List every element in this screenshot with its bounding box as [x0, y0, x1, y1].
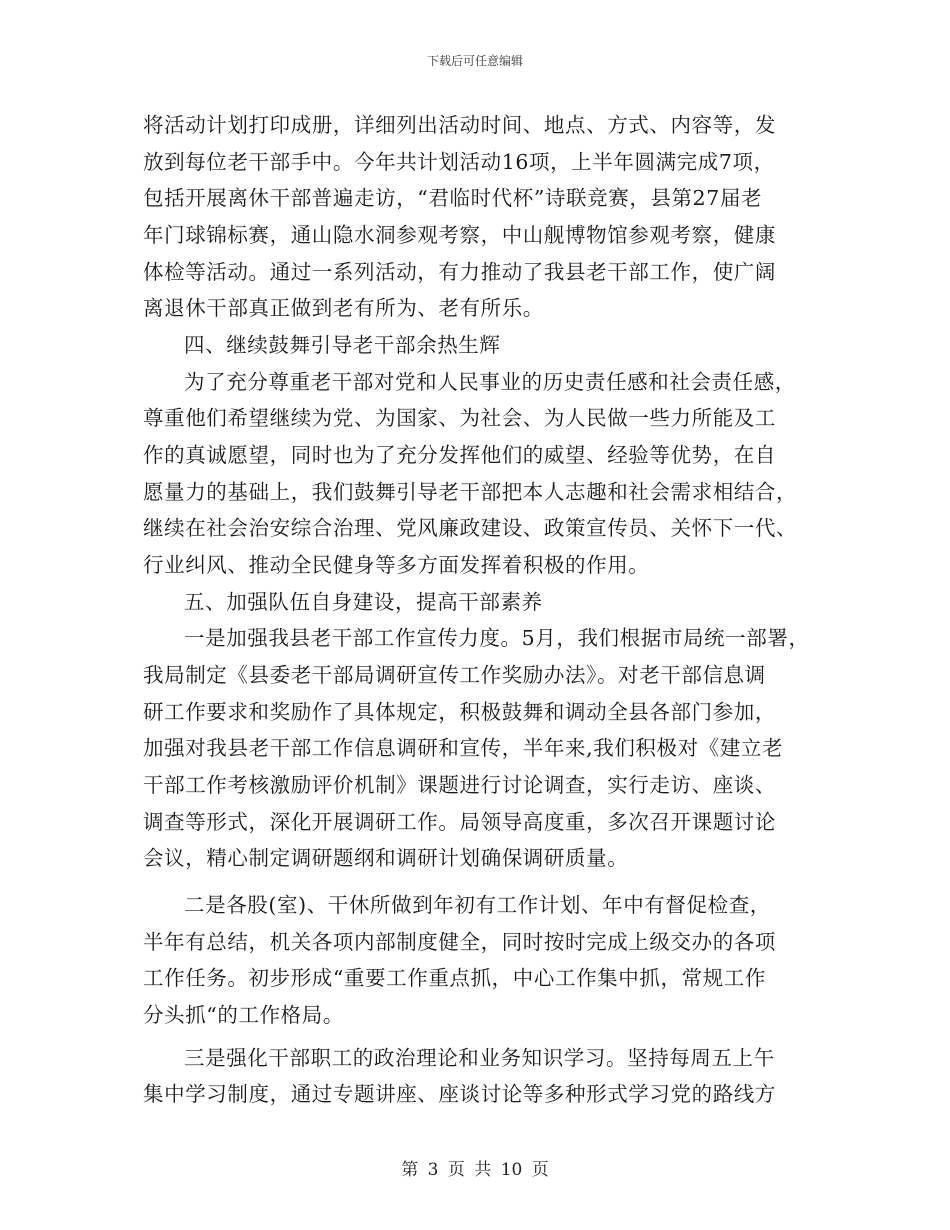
text-line: 为了充分尊重老干部对党和人民事业的历史责任感和社会责任感，	[184, 370, 796, 394]
section-heading: 四、继续鼓舞引导老干部余热生辉	[184, 333, 501, 357]
text-line: 我局制定《县委老干部局调研宣传工作奖励办法》。对老干部信息调	[143, 663, 766, 687]
text-line: 尊重他们希望继续为党、为国家、为社会、为人民做一些力所能及工	[143, 406, 776, 430]
text-line: 三是强化干部职工的政治理论和业务知识学习。坚持每周五上午	[184, 1046, 775, 1070]
text-line: 集中学习制度，通过专题讲座、座谈讨论等多种形式学习党的路线方	[143, 1082, 776, 1106]
text-line: 体检等活动。通过一系列活动，有力推动了我县老干部工作，使广阔	[143, 260, 776, 284]
page-number: 第 3 页 共 10 页	[401, 1160, 549, 1180]
text-line: 继续在社会治安综合治理、党风廉政建设、政策宣传员、关怀下一代、	[143, 516, 798, 540]
text-line: 分头抓“的工作格局。	[143, 1003, 344, 1027]
section-heading: 五、加强队伍自身建设，提高干部素养	[184, 590, 543, 614]
page-header: 下载后可任意编辑	[426, 54, 523, 68]
text-line: 放到每位老干部手中。今年共计划活动16项，上半年圆满完成7项，	[143, 150, 775, 174]
text-line: 会议，精心制定调研题纲和调研计划确保调研质量。	[143, 846, 629, 870]
text-line: 研工作要求和奖励作了具体规定，积极鼓舞和调动全县各部门参加，	[143, 700, 776, 724]
text-line: 调查等形式，深化开展调研工作。局领导高度重，多次召开课题讨论	[143, 810, 776, 834]
text-line: 年门球锦标赛，通山隐水洞参观考察，中山舰博物馆参观考察，健康	[143, 223, 776, 247]
text-line: 一是加强我县老干部工作宣传力度。5月，我们根据市局统一部署，	[184, 626, 810, 650]
text-line: 离退休干部真正做到老有所为、老有所乐。	[143, 296, 544, 320]
text-line: 包括开展离休干部普遍走访，“君临时代杯”诗联竞赛，县第27届老	[143, 186, 763, 210]
text-line: 二是各股(室)、干休所做到年初有工作计划、年中有督促检查，	[184, 893, 771, 917]
text-line: 干部工作考核激励评价机制》课题进行讨论调查，实行走访、座谈、	[143, 773, 776, 797]
text-line: 将活动计划打印成册，详细列出活动时间、地点、方式、内容等，发	[143, 113, 776, 137]
text-line: 行业纠风、推动全民健身等多方面发挥着积极的作用。	[143, 553, 650, 577]
text-line: 工作任务。初步形成“重要工作重点抓，中心工作集中抓，常规工作	[143, 966, 766, 990]
text-line: 加强对我县老干部工作信息调研和宣传，半年来,我们积极对《建立老	[143, 736, 784, 760]
text-line: 半年有总结，机关各项内部制度健全，同时按时完成上级交办的各项	[143, 930, 776, 954]
text-line: 作的真诚愿望，同时也为了充分发挥他们的威望、经验等优势，在自	[143, 443, 776, 467]
text-line: 愿量力的基础上，我们鼓舞引导老干部把本人志趣和社会需求相结合，	[143, 480, 798, 504]
